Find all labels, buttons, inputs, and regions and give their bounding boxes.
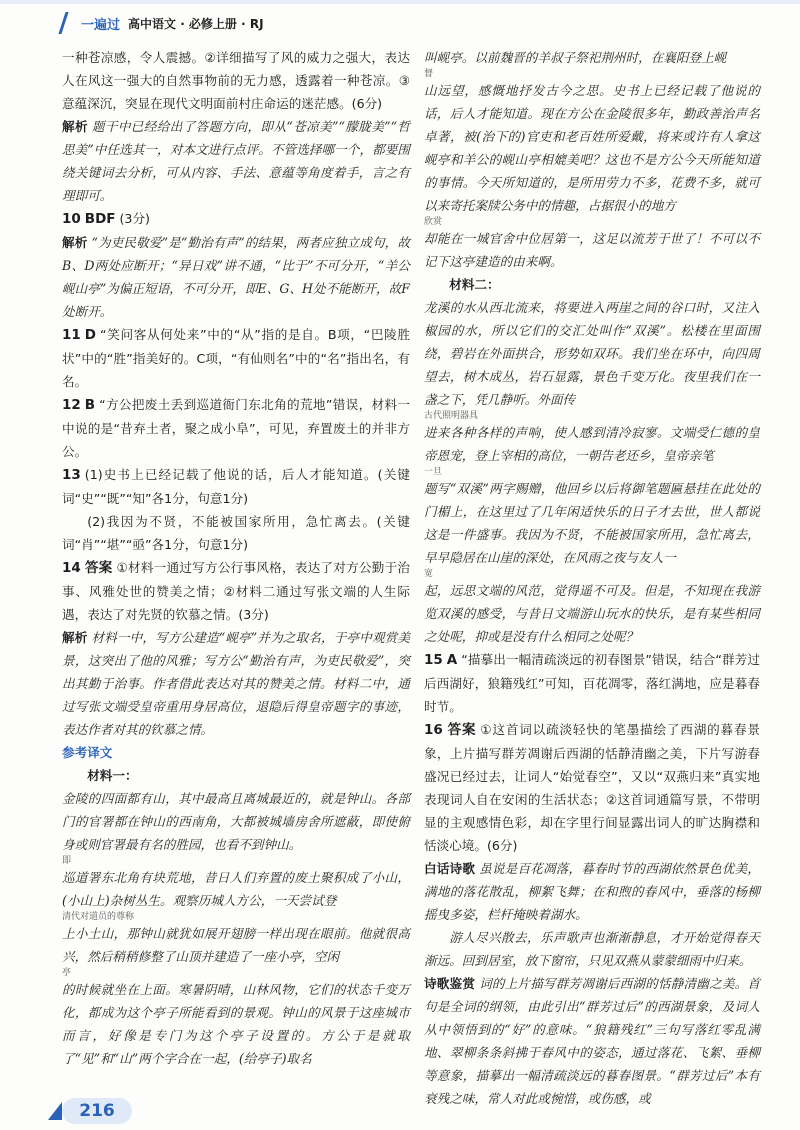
answer-key: B	[84, 397, 96, 413]
analysis-text: 材料一中，写方公建造“岘亭”并为之取名，于亭中观赏美景，这突出了他的风雅；写方公“勤治有声，为吏民敬爱”，突出其勤于治事。作者借此表达对其的赞美之情。材料二中，通过写张文端受皇帝重用身居高位，退隐后得皇帝题字的事迹，表达作者对其的钦慕之情。	[62, 630, 410, 737]
question-number: 11	[62, 327, 81, 343]
question-number: 15	[424, 652, 443, 668]
left-column	[62, 46, 410, 1070]
translation-text: 叫岘亭。以前魏晋的羊叔子祭祀荆州时，在襄阳登上岘	[424, 50, 727, 65]
material-heading: 材料二：	[449, 277, 500, 292]
annotation-gloss: 即	[62, 856, 72, 866]
book-title: 高中语文 · 必修上册 · RJ	[128, 16, 264, 31]
translation-text: 上小土山，那钟山就犹如展开翅膀一样出现在眼前。他就很高兴，然后稍稍修整了山顶并建造了一座小亭，空闲	[62, 926, 410, 964]
translation-text: 游人尽兴散去，乐声歌声也渐渐静息，才开始觉得春天渐远。回到居室，放下窗帘，只见双燕从蒙蒙细雨中归来。	[424, 930, 760, 968]
analysis-label: 解析	[62, 630, 88, 645]
translation-text: 山远望，感慨地抒发古今之思。史书上已经记载了他说的话，后人才能知道。现在方公在金陵很多年，勤政善治声名卓著，被(治下的)官吏和老百姓所爱戴，将来或许有人拿这岘亭和羊公的岘山亭相媲美吧？这也不是方公今天所能知道的事情。今天所知道的，是所用劳力不多，花费不多，就可以来寄托案牍公务中的情趣，占据很小的地方	[424, 83, 760, 213]
page-number: 216	[79, 1101, 115, 1121]
annotation-gloss: 督	[424, 69, 434, 79]
question-number: 14	[62, 560, 81, 576]
annotation-gloss: 宽	[424, 569, 434, 579]
answer-key: D	[84, 327, 97, 343]
question-answer	[62, 463, 410, 510]
translation-text: 巡道署东北角有块荒地，昔日人们弃置的废土聚积成了小山，(小山上)杂树丛生。观察历城人方公，一天尝试登	[62, 870, 410, 908]
page-number-badge	[62, 1098, 132, 1124]
analysis-label: 解析	[62, 235, 88, 250]
answer-text: (2)我因为不贤，不能被国家所用，急忙离去。(关键词“肖”“堪”“亟”各1分，句意1分)	[62, 514, 410, 552]
top-band	[0, 0, 800, 4]
question-answer	[424, 718, 760, 857]
analysis-paragraph	[62, 231, 410, 323]
question-answer	[62, 323, 410, 393]
answer-text: ①这首词以疏淡轻快的笔墨描绘了西湖的暮春景象，上片描写群芳凋谢后西湖的恬静清幽之美，下片写游春盛况已经过去，让词人“始觉春空”，又以“双燕归来”真实地表现词人自在安闲的生活状态；②这首词通篇写景，不带明显的主观感情色彩，却在字里行间显露出词人的旷达胸襟和恬淡心境。(6分)	[424, 722, 760, 853]
answer-text: “方公把废土丢到巡道衙门东北角的荒地”错误，材料一中说的是“昔弃土者，聚之成小阜”，可见，弃置废土的并非方公。	[62, 397, 410, 459]
analysis-label: 诗歌鉴赏	[424, 976, 476, 991]
annotation-gloss: 亭	[62, 968, 72, 978]
analysis-text: 虽说是百花凋落，暮春时节的西湖依然景色优美，满地的落花散乱，柳絮飞舞；在和煦的春风中，垂落的杨柳摇曳多姿，栏杆掩映着湖水。	[424, 861, 761, 922]
answer-text: “笑问客从何处来”中的“从”指的是自。B项，“巴陵胜状”中的“胜”指美好的。C项，“有仙则名”中的“名”指出名，有名。	[62, 327, 410, 389]
right-column	[424, 46, 760, 1110]
translation-text: 的时候就坐在上面。寒暑阴晴，山林风物，它们的状态千变万化，都成为这个亭子所能看到的景观。钟山的风景于这座城市而言，好像是专门为这个亭子设置的。方公于是就取了“见”和“山”两个字合在一起，(给亭子)取名	[62, 982, 410, 1066]
analysis-paragraph	[424, 857, 760, 926]
translation-text: 却能在一城官舍中位居第一，这足以流芳于世了！不可以不记下这亭建造的由来啊。	[424, 231, 760, 269]
answer-key: 答案	[84, 560, 113, 576]
translation-text: 进来各种各样的声响，使人感到清冷寂寥。文端受仁德的皇帝恩宠，登上宰相的高位，一朝告老还乡，皇帝亲笔	[424, 425, 760, 463]
page-footer	[0, 1090, 800, 1130]
analysis-text: “为吏民敬爱”是“勤治有声”的结果，两者应独立成句，故B、D两处应断开；“异日戏”讲不通，“比于”不可分开，“羊公岘山亭”为偏正短语，不可分开，即E、G、H处不能断开，故F处断开。	[62, 235, 410, 319]
answer-text: (1)史书上已经记载了他说的话，后人才能知道。(关键词“史”“既”“知”各1分，句意1分)	[62, 467, 410, 506]
answer-text: ①材料一通过写方公行事风格，表达了对方公勤于治事、风雅处世的赞美之情；②材料二通过写张文端的人生际遇，表达了对先贤的钦慕之情。(3分)	[62, 560, 410, 622]
answer-key: A	[446, 652, 458, 668]
annotation-gloss: 清代对道员的尊称	[62, 912, 135, 922]
translation-text: 起，远思文端的风范，觉得遥不可及。但是，不知现在我游览双溪的感受，与昔日文端游山玩水的快乐，是有某些相同之处呢，抑或是没有什么相同之处呢？	[424, 583, 760, 644]
question-answer	[62, 393, 410, 463]
analysis-label: 白话诗歌	[424, 861, 476, 876]
translation-text: 金陵的四面都有山，其中最高且离城最近的，就是钟山。各部门的官署都在钟山的西南角，大都被城墙房舍所遮蔽，即使俯身或则官署最有名的胜园，也看不到钟山。	[62, 791, 410, 852]
page-header	[62, 10, 264, 36]
analysis-text: 题干中已经给出了答题方向，即从“苍凉美”“朦胧美”“哲思美”中任选其一，对本文进行点评。不管选择哪一个，都要围绕关键词去分析，可从内容、手法、意蕴等角度着手，言之有理即可。	[62, 119, 410, 203]
question-number: 13	[62, 467, 81, 483]
question-answer	[62, 556, 410, 626]
section-heading: 参考译文	[62, 745, 113, 760]
translation-text: 题写“双溪”两字赐赠，他回乡以后将御笔题匾悬挂在此处的门楣上，在这里过了几年闲适快乐的日子才去世，世人都说这是一件盛事。我因为不贤，不能被国家所用，急忙离去，早早隐居在山崖的深处，在风雨之夜与友人一	[424, 481, 760, 565]
question-number: 12	[62, 397, 81, 413]
brand-name: 一遍过	[81, 17, 121, 33]
analysis-text: 词的上片描写群芳凋谢后西湖的恬静清幽之美。首句是全词的纲领，由此引出“群芳过后”的西湖景象，及词人从中领悟到的“好”的意味。“狼籍残红”三句写落红零乱满地、翠柳条条斜拂于春风中的姿态，通过落花、飞絮、垂柳等意象，描摹出一幅清疏淡远的暮春图景。“群芳过后”本有衰残之味，常人对此或惋惜，或伤感，或	[424, 976, 761, 1106]
analysis-paragraph	[62, 626, 410, 741]
answer-key: BDF	[84, 211, 116, 227]
translation-text: 龙溪的水从西北流来，将要进入两崖之间的谷口时，又注入椒园的水，所以它们的交汇处叫作“双溪”。松楼在里面围绕，碧岩在外面拱合，形势如双环。我们坐在环中，向四周望去，树木成丛，岩石显露，景色千变万化。夜里我们在一盏之下，凭几静听。外面传	[424, 300, 760, 407]
question-answer	[424, 648, 760, 718]
answer-text: 一种苍凉感，令人震撼。②详细描写了风的威力之强大，表达人在风这一强大的自然事物前的无力感，透露着一种苍凉。③意蕴深沉，突显在现代文明面前村庄命运的迷茫感。(6分)	[62, 50, 410, 111]
analysis-paragraph	[62, 115, 410, 207]
footer-triangle-icon	[48, 1102, 62, 1120]
brand-slash-icon	[58, 12, 78, 34]
material-heading: 材料一：	[87, 768, 138, 783]
question-answer	[62, 207, 410, 231]
question-number: 16	[424, 722, 443, 738]
annotation-gloss: 古代照明器具	[424, 411, 479, 421]
question-number: 10	[62, 211, 81, 227]
annotation-gloss: 一旦	[424, 467, 443, 477]
answer-text: (3分)	[119, 211, 150, 226]
analysis-label: 解析	[62, 119, 88, 134]
answer-key: 答案	[446, 722, 477, 738]
annotation-gloss: 欣赏	[424, 217, 443, 227]
answer-text: “描摹出一幅清疏淡远的初春图景”错误，结合“群芳过后西湖好，狼籍残红”可知，百花凋零，落红满地，应是暮春时节。	[424, 652, 760, 714]
